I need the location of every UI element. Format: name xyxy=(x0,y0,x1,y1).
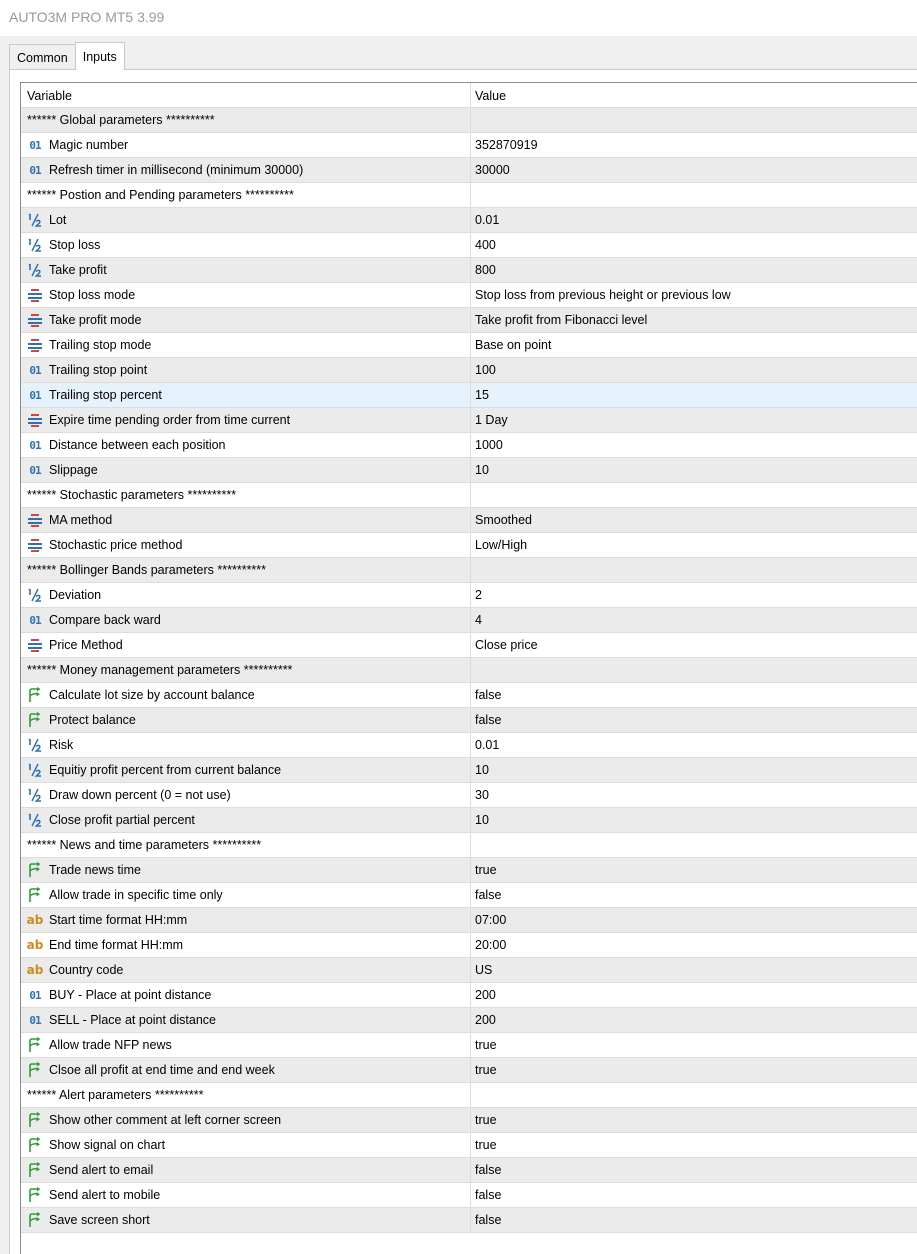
integer-type-icon: 01 xyxy=(29,363,41,377)
double-type-icon xyxy=(27,587,43,603)
parameter-row[interactable] xyxy=(21,983,917,1008)
variable-cell xyxy=(21,1158,471,1182)
parameter-row[interactable] xyxy=(21,1133,917,1158)
grid-rows xyxy=(21,108,917,1233)
section-label: ****** Postion and Pending parameters ********** xyxy=(27,188,294,202)
variable-name: Price Method xyxy=(49,638,123,652)
enum-type-icon xyxy=(27,412,43,428)
variable-name: Trade news time xyxy=(49,863,141,877)
variable-name: Refresh timer in millisecond (minimum 30000) xyxy=(49,163,304,177)
variable-cell xyxy=(21,958,471,982)
integer-type-icon: 01 xyxy=(29,1013,41,1027)
parameter-row[interactable] xyxy=(21,808,917,833)
variable-cell xyxy=(21,983,471,1007)
variable-name: Stochastic price method xyxy=(49,538,183,552)
value-cell[interactable]: Take profit from Fibonacci level xyxy=(475,313,648,327)
section-header-row[interactable] xyxy=(21,483,917,508)
value-cell[interactable]: 200 xyxy=(475,1013,496,1027)
value-cell[interactable]: 10 xyxy=(475,813,489,827)
variable-cell xyxy=(21,433,471,457)
value-cell[interactable]: 0.01 xyxy=(475,738,500,752)
variable-cell xyxy=(21,608,471,632)
variable-cell xyxy=(21,158,471,182)
value-cell[interactable]: 0.01 xyxy=(475,213,500,227)
variable-name: Save screen short xyxy=(49,1213,150,1227)
variable-cell xyxy=(21,708,471,732)
variable-cell xyxy=(21,683,471,707)
variable-name: Take profit xyxy=(49,263,107,277)
column-header-value[interactable]: Value xyxy=(475,88,507,103)
double-type-icon xyxy=(27,762,43,778)
value-cell[interactable]: 10 xyxy=(475,463,489,477)
parameter-row[interactable] xyxy=(21,783,917,808)
variable-cell xyxy=(21,383,471,407)
variable-name: Lot xyxy=(49,213,67,227)
parameter-row[interactable] xyxy=(21,333,917,358)
parameter-row[interactable] xyxy=(21,508,917,533)
parameter-row[interactable] xyxy=(21,1208,917,1233)
variable-cell xyxy=(21,858,471,882)
value-cell[interactable]: true xyxy=(475,1113,497,1127)
value-cell[interactable]: false xyxy=(475,1163,502,1177)
double-type-icon xyxy=(27,237,43,253)
enum-type-icon xyxy=(27,512,43,528)
string-type-icon: ab xyxy=(26,938,44,952)
value-cell[interactable]: 800 xyxy=(475,263,496,277)
double-type-icon xyxy=(27,787,43,803)
section-header-row[interactable] xyxy=(21,833,917,858)
variable-cell xyxy=(21,1133,471,1157)
value-cell[interactable]: US xyxy=(475,963,493,977)
value-cell[interactable]: 352870919 xyxy=(475,138,538,152)
parameter-row[interactable] xyxy=(21,858,917,883)
integer-type-icon: 01 xyxy=(29,988,41,1002)
section-header-row[interactable] xyxy=(21,183,917,208)
parameter-row[interactable] xyxy=(21,1108,917,1133)
variable-name: Start time format HH:mm xyxy=(49,913,188,927)
parameter-row[interactable] xyxy=(21,258,917,283)
variable-cell xyxy=(21,108,471,132)
variable-name: Stop loss xyxy=(49,238,101,252)
parameter-row[interactable] xyxy=(21,608,917,633)
bool-type-icon xyxy=(27,687,43,703)
variable-name: Trailing stop percent xyxy=(49,388,162,402)
parameter-row[interactable] xyxy=(21,158,917,183)
parameter-row[interactable] xyxy=(21,1033,917,1058)
value-cell[interactable]: true xyxy=(475,863,497,877)
variable-name: Show other comment at left corner screen xyxy=(49,1113,282,1127)
parameter-row[interactable] xyxy=(21,408,917,433)
value-cell[interactable]: Smoothed xyxy=(475,513,532,527)
parameter-row[interactable] xyxy=(21,583,917,608)
grid-header xyxy=(21,83,917,108)
variable-cell xyxy=(21,408,471,432)
double-type-icon xyxy=(27,262,43,278)
variable-name: Clsoe all profit at end time and end week xyxy=(49,1063,275,1077)
bool-type-icon xyxy=(27,712,43,728)
parameter-row[interactable] xyxy=(21,708,917,733)
parameter-row[interactable] xyxy=(21,908,917,933)
enum-type-icon xyxy=(27,337,43,353)
variable-cell xyxy=(21,208,471,232)
variable-cell xyxy=(21,458,471,482)
variable-cell xyxy=(21,508,471,532)
value-cell[interactable]: 200 xyxy=(475,988,496,1002)
variable-cell xyxy=(21,1008,471,1032)
section-header-row[interactable] xyxy=(21,658,917,683)
tab-inputs[interactable]: Inputs xyxy=(75,42,125,70)
value-cell[interactable]: 4 xyxy=(475,613,482,627)
value-cell[interactable]: 100 xyxy=(475,363,496,377)
value-cell[interactable]: 1 Day xyxy=(475,413,508,427)
variable-name: Draw down percent (0 = not use) xyxy=(49,788,231,802)
parameter-row[interactable] xyxy=(21,133,917,158)
parameter-row[interactable] xyxy=(21,733,917,758)
variable-cell xyxy=(21,308,471,332)
variable-name: End time format HH:mm xyxy=(49,938,184,952)
inputs-grid xyxy=(20,82,917,1254)
string-type-icon: ab xyxy=(26,913,44,927)
value-cell[interactable]: 400 xyxy=(475,238,496,252)
parameter-row[interactable] xyxy=(21,683,917,708)
variable-name: Distance between each position xyxy=(49,438,226,452)
bool-type-icon xyxy=(27,1162,43,1178)
section-label: ****** Global parameters ********** xyxy=(27,113,215,127)
section-label: ****** Alert parameters ********** xyxy=(27,1088,204,1102)
parameter-row[interactable] xyxy=(21,758,917,783)
variable-name: Calculate lot size by account balance xyxy=(49,688,255,702)
value-cell[interactable]: 10 xyxy=(475,763,489,777)
double-type-icon xyxy=(27,737,43,753)
variable-name: Stop loss mode xyxy=(49,288,136,302)
section-value-cell xyxy=(471,483,917,507)
value-cell[interactable]: 20:00 xyxy=(475,938,507,952)
variable-cell xyxy=(21,808,471,832)
variable-cell xyxy=(21,558,471,582)
bool-type-icon xyxy=(27,1037,43,1053)
bool-type-icon xyxy=(27,862,43,878)
bool-type-icon xyxy=(27,1112,43,1128)
variable-name: Send alert to email xyxy=(49,1163,154,1177)
variable-cell xyxy=(21,733,471,757)
variable-cell xyxy=(21,1183,471,1207)
value-cell[interactable]: Stop loss from previous height or previous low xyxy=(475,288,731,302)
variable-cell xyxy=(21,908,471,932)
value-cell[interactable]: 07:00 xyxy=(475,913,507,927)
parameter-row[interactable] xyxy=(21,1158,917,1183)
variable-name: Equitiy profit percent from current balance xyxy=(49,763,282,777)
value-cell[interactable]: 30000 xyxy=(475,163,510,177)
parameter-row[interactable] xyxy=(21,933,917,958)
column-header-variable[interactable]: Variable xyxy=(21,83,471,107)
section-value-cell xyxy=(471,658,917,682)
variable-cell xyxy=(21,258,471,282)
variable-cell xyxy=(21,333,471,357)
value-cell[interactable]: true xyxy=(475,1038,497,1052)
parameter-row[interactable] xyxy=(21,208,917,233)
section-header-row[interactable] xyxy=(21,108,917,133)
section-label: ****** News and time parameters ********** xyxy=(27,838,262,852)
value-cell[interactable]: true xyxy=(475,1138,497,1152)
variable-cell xyxy=(21,533,471,557)
variable-cell xyxy=(21,133,471,157)
bool-type-icon xyxy=(27,1187,43,1203)
parameter-row[interactable] xyxy=(21,233,917,258)
bool-type-icon xyxy=(27,1137,43,1153)
variable-name: Protect balance xyxy=(49,713,136,727)
window-title: AUTO3M PRO MT5 3.99 xyxy=(0,0,917,36)
double-type-icon xyxy=(27,212,43,228)
integer-type-icon: 01 xyxy=(29,388,41,402)
parameter-row[interactable] xyxy=(21,458,917,483)
variable-cell xyxy=(21,233,471,257)
parameter-row[interactable] xyxy=(21,883,917,908)
variable-name: Send alert to mobile xyxy=(49,1188,161,1202)
enum-type-icon xyxy=(27,312,43,328)
section-value-cell xyxy=(471,833,917,857)
variable-name: Slippage xyxy=(49,463,98,477)
variable-name: Allow trade in specific time only xyxy=(49,888,223,902)
value-cell[interactable]: Close price xyxy=(475,638,538,652)
variable-cell xyxy=(21,483,471,507)
variable-name: Risk xyxy=(49,738,74,752)
value-cell[interactable]: false xyxy=(475,1213,502,1227)
enum-type-icon xyxy=(27,537,43,553)
variable-name: SELL - Place at point distance xyxy=(49,1013,216,1027)
value-cell[interactable]: true xyxy=(475,1063,497,1077)
value-cell[interactable]: false xyxy=(475,888,502,902)
variable-cell xyxy=(21,1083,471,1107)
variable-name: Expire time pending order from time current xyxy=(49,413,291,427)
enum-type-icon xyxy=(27,287,43,303)
integer-type-icon: 01 xyxy=(29,613,41,627)
parameter-row[interactable] xyxy=(21,533,917,558)
value-cell[interactable]: 1000 xyxy=(475,438,503,452)
parameter-row[interactable] xyxy=(21,433,917,458)
variable-name: Trailing stop point xyxy=(49,363,148,377)
integer-type-icon: 01 xyxy=(29,138,41,152)
value-cell[interactable]: Low/High xyxy=(475,538,528,552)
parameter-row[interactable] xyxy=(21,958,917,983)
variable-name: MA method xyxy=(49,513,113,527)
section-value-cell xyxy=(471,1083,917,1107)
variable-name: Deviation xyxy=(49,588,102,602)
variable-cell xyxy=(21,933,471,957)
enum-type-icon xyxy=(27,637,43,653)
value-cell[interactable]: 30 xyxy=(475,788,489,802)
tab-bar xyxy=(9,44,124,70)
parameter-row[interactable] xyxy=(21,383,917,408)
value-cell[interactable]: false xyxy=(475,713,502,727)
parameter-row[interactable] xyxy=(21,1183,917,1208)
section-value-cell xyxy=(471,108,917,132)
variable-cell xyxy=(21,1108,471,1132)
variable-cell xyxy=(21,633,471,657)
section-label: ****** Bollinger Bands parameters ********** xyxy=(27,563,267,577)
bool-type-icon xyxy=(27,1062,43,1078)
value-cell[interactable]: false xyxy=(475,688,502,702)
tab-common[interactable]: Common xyxy=(9,44,76,70)
variable-name: Compare back ward xyxy=(49,613,161,627)
parameter-row[interactable] xyxy=(21,633,917,658)
parameter-row[interactable] xyxy=(21,308,917,333)
value-cell[interactable]: false xyxy=(475,1188,502,1202)
bool-type-icon xyxy=(27,1212,43,1228)
variable-name: Country code xyxy=(49,963,124,977)
integer-type-icon: 01 xyxy=(29,163,41,177)
variable-name: Trailing stop mode xyxy=(49,338,152,352)
variable-cell xyxy=(21,758,471,782)
variable-cell xyxy=(21,658,471,682)
string-type-icon: ab xyxy=(26,963,44,977)
variable-cell xyxy=(21,883,471,907)
value-cell[interactable]: 2 xyxy=(475,588,482,602)
bool-type-icon xyxy=(27,887,43,903)
variable-cell xyxy=(21,183,471,207)
section-label: ****** Money management parameters ********** xyxy=(27,663,293,677)
section-value-cell xyxy=(471,558,917,582)
variable-cell xyxy=(21,783,471,807)
section-header-row[interactable] xyxy=(21,1083,917,1108)
variable-cell xyxy=(21,1033,471,1057)
variable-name: Take profit mode xyxy=(49,313,142,327)
variable-cell xyxy=(21,283,471,307)
integer-type-icon: 01 xyxy=(29,463,41,477)
section-label: ****** Stochastic parameters ********** xyxy=(27,488,237,502)
parameter-row[interactable] xyxy=(21,1058,917,1083)
value-cell[interactable]: Base on point xyxy=(475,338,552,352)
variable-name: Magic number xyxy=(49,138,129,152)
section-value-cell xyxy=(471,183,917,207)
section-header-row[interactable] xyxy=(21,558,917,583)
variable-cell xyxy=(21,358,471,382)
variable-cell xyxy=(21,833,471,857)
value-cell[interactable]: 15 xyxy=(475,388,489,402)
variable-cell xyxy=(21,1208,471,1232)
variable-name: Allow trade NFP news xyxy=(49,1038,172,1052)
variable-name: Close profit partial percent xyxy=(49,813,195,827)
variable-name: Show signal on chart xyxy=(49,1138,166,1152)
variable-cell xyxy=(21,583,471,607)
parameter-row[interactable] xyxy=(21,283,917,308)
variable-cell xyxy=(21,1058,471,1082)
variable-name: BUY - Place at point distance xyxy=(49,988,212,1002)
integer-type-icon: 01 xyxy=(29,438,41,452)
parameter-row[interactable] xyxy=(21,1008,917,1033)
parameter-row[interactable] xyxy=(21,358,917,383)
double-type-icon xyxy=(27,812,43,828)
